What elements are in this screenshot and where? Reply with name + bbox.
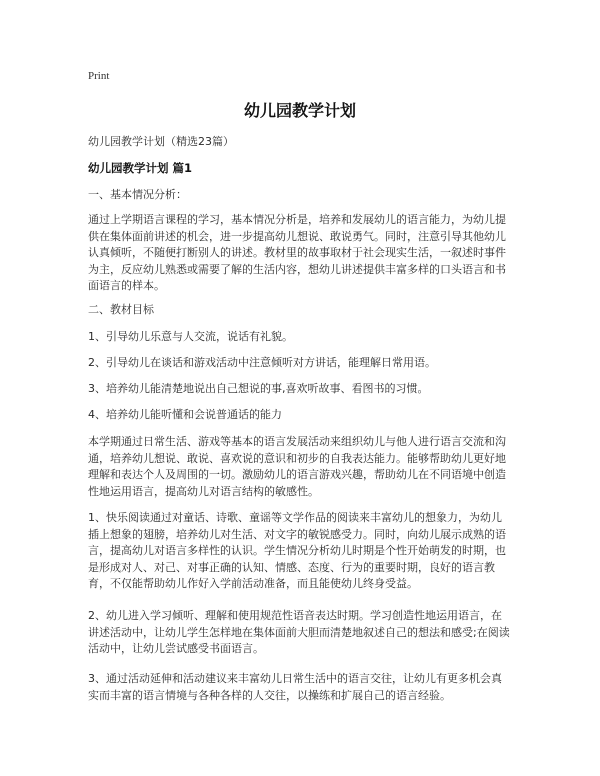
- goal-item-2: 2、引导幼儿在谈话和游戏活动中注意倾听对方讲话，能理解日常用语。: [88, 356, 436, 369]
- goal-item-3: 3、培养幼儿能清楚地说出自己想说的事,喜欢听故事、看图书的习惯。: [88, 382, 429, 395]
- content-item-2: 2、幼儿进入学习倾听、理解和使用规范性语音表达时期。学习创造性地运用语言，在讲述活动中，让幼儿学生怎样地在集体面前大胆而清楚地叙述自己的想法和感受;在阅读活动中，让幼儿尝试感受书面语言。: [88, 609, 510, 656]
- goal-item-4: 4、培养幼儿能听懂和会说普通话的能力: [88, 408, 282, 421]
- semester-paragraph: 本学期通过日常生活、游戏等基本的语言发展活动来组织幼儿与他人进行语言交流和沟通，培养幼儿想说、敢说、喜欢说的意识和初步的自我表达能力。能够帮助幼儿更好地理解和表达个人及周围的一切。激励幼儿的语言游戏兴趣，帮助幼儿在不同语境中创造性地运用语言，提高幼儿对语言结构的敏感性。: [88, 435, 506, 498]
- goal-item-1: 1、引导幼儿乐意与人交流，说话有礼貌。: [88, 330, 293, 343]
- content-item-3: 3、通过活动延伸和活动建议来丰富幼儿日常生活中的语言交往，让幼儿有更多机会真实而丰富的语言情境与各种各样的人交往，以操练和扩展自己的语言经验。: [88, 672, 502, 702]
- document-subtitle: 幼儿园教学计划（精选23篇）: [88, 135, 234, 148]
- document-title: 幼儿园教学计划: [243, 101, 356, 120]
- basic-analysis-paragraph: 通过上学期语言课程的学习，基本情况分析是，培养和发展幼儿的语言能力，为幼儿提供在集体面前讲述的机会，进一步提高幼儿想说、敢说勇气。同时，注意引导其他幼儿认真倾听，不随便打断别人的讲述。教材里的故事取材于社会现实生活，一叙述时事件为主，反应幼儿熟悉或需要了解的生活内容，想幼儿讲述提供丰富多样的口头语言和书面语言的样本。: [88, 213, 506, 293]
- section-heading: 幼儿园教学计划 篇1: [88, 161, 193, 175]
- basic-analysis-heading: 一、基本情况分析：: [88, 188, 187, 201]
- goals-heading: 二、教材目标: [88, 303, 154, 316]
- content-item-1: 1、快乐阅读通过对童话、诗歌、童谣等文学作品的阅读来丰富幼儿的想象力，为幼儿插上想象的翅膀，培养幼儿对生活、对文字的敏锐感受力。同时，向幼儿展示成熟的语言，提高幼儿对语言多样性的认识。学生情况分析幼儿时期是个性开始萌发的时期，也是形成对人、对己、对事正确的认知、情感、态度、行为的重要时期，良好的语言教育，不仅能帮助幼儿作好入学前活动准备，而且能使幼儿终身受益。: [88, 511, 506, 591]
- print-link[interactable]: Print: [88, 70, 110, 82]
